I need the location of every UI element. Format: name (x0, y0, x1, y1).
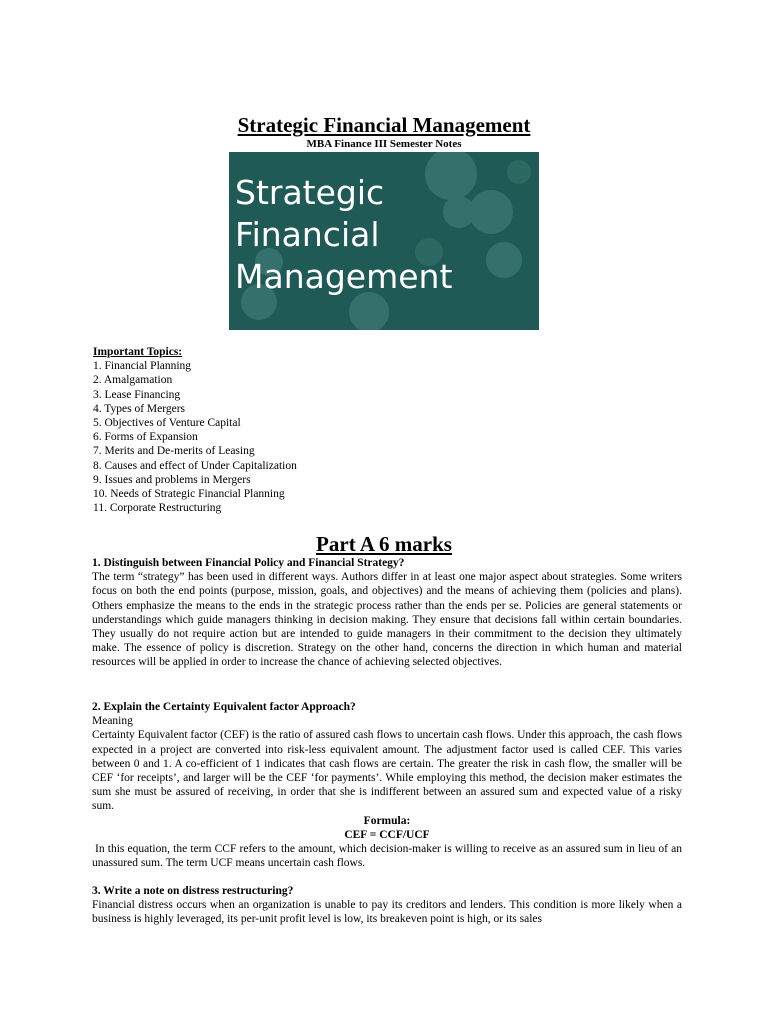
important-topics (93, 345, 297, 515)
banner-text (235, 172, 452, 298)
question-2 (92, 700, 682, 870)
topic-item: 8. Causes and effect of Under Capitalization (93, 459, 297, 472)
topic-item: 11. Corporate Restructuring (93, 502, 222, 515)
topic-item: 7. Merits and De-merits of Leasing (93, 445, 255, 458)
title-banner-image (229, 152, 539, 330)
formula-explanation: In this equation, the term CCF refers to the amount, which decision-maker is willing to receive as an assured sum in lieu of an unassured sum. The term UCF means uncertain cash flows. (92, 843, 682, 870)
topic-item: 10. Needs of Strategic Financial Planning (93, 488, 285, 501)
formula-label: Formula: (363, 814, 411, 827)
topic-item: 6. Forms of Expansion (93, 431, 198, 444)
topic-item: 3. Lease Financing (93, 388, 181, 401)
question-heading: 2. Explain the Certainty Equivalent factor Approach? (92, 701, 356, 713)
formula: CEF = CCF/UCF (344, 828, 430, 841)
banner-line: Management (235, 257, 453, 296)
answer-paragraph: Financial distress occurs when an organization is unable to pay its creditors and lenders. This condition is more likely when a business is highly leveraged, its per-unit profit level is low, its breakeven point is high, or its sales (92, 899, 682, 926)
meaning-label: Meaning (92, 715, 133, 728)
document-subtitle: MBA Finance III Semester Notes (306, 138, 462, 150)
question-heading: 1. Distinguish between Financial Policy and Financial Strategy? (92, 557, 405, 569)
topic-item: 5. Objectives of Venture Capital (93, 417, 241, 430)
answer-paragraph: The term “strategy” has been used in different ways. Authors differ in at least one major aspect about strategies. Some writers focus on both the end points (purpose, mission, goals, and objectives) and the means of achieving them (policies and plans). Others emphasize the means to the ends in the strategic process rather than the ends per se. Policies are general statements or understandings which guide managers thinking in decision making. They ensure that decisions fall within certain boundaries. They usually do not require action but are intended to guide managers in their commitment to the decision they ultimately make. The essence of policy is discretion. Strategy on the other hand, concerns the direction in which human and material resources will be applied in order to increase the chance of achieving selected objectives. (92, 571, 682, 669)
question-3 (92, 884, 682, 927)
topic-item: 4. Types of Mergers (93, 402, 186, 415)
topic-item: 2. Amalgamation (93, 374, 173, 387)
question-1 (92, 556, 682, 670)
part-heading: Part A 6 marks (316, 532, 452, 556)
topics-heading: Important Topics: (93, 346, 183, 358)
banner-line: Financial (235, 215, 380, 254)
topic-item: 1. Financial Planning (93, 360, 192, 373)
banner-line: Strategic (235, 173, 385, 212)
topic-item: 9. Issues and problems in Mergers (93, 473, 251, 486)
question-heading: 3. Write a note on distress restructuring? (92, 885, 294, 897)
answer-paragraph: Certainty Equivalent factor (CEF) is the ratio of assured cash flows to uncertain cash flows. Under this approach, the cash flows expected in a project are converted into risk-less equivalent amount. The adjustment factor used is called CEF. This varies between 0 and 1. A co-efficient of 1 indicates that cash flows are certain. The greater the risk in cash flow, the smaller will be CEF ‘for receipts’, and larger will be the CEF ‘for payments’. While employing this method, the decision maker estimates the sum she must be assured of receiving, in order that she is indifferent between an assured sum and expected value of a risky sum. (92, 729, 682, 813)
document-title: Strategic Financial Management (237, 113, 531, 137)
